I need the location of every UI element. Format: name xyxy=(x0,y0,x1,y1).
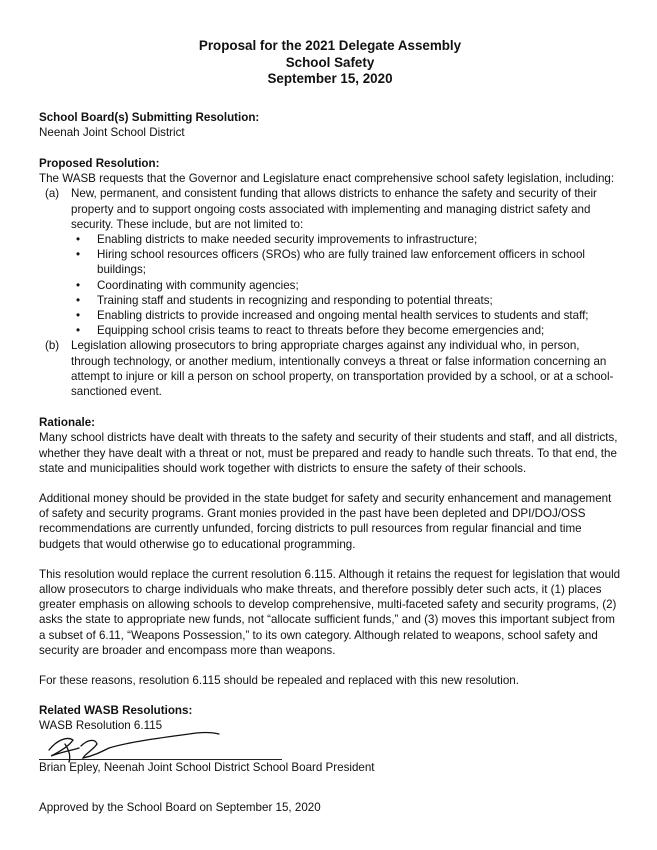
bullet-item: • Enabling districts to make needed security improvements to infrastructure; xyxy=(71,232,621,247)
related-label: Related WASB Resolutions: xyxy=(39,704,193,718)
proposed-section xyxy=(39,156,621,399)
submitting-value: Neenah Joint School District xyxy=(39,125,185,139)
bullet-item: • Coordinating with community agencies; xyxy=(71,278,621,293)
submitting-label: School Board(s) Submitting Resolution: xyxy=(39,110,260,124)
bullet-item: • Equipping school crisis teams to react to threats before they become emergencies and; xyxy=(71,323,621,338)
item-a xyxy=(39,186,621,232)
item-b-text: Legislation allowing prosecutors to bring appropriate charges against any individual who, in person, through technology, or another medium, intentionally conveys a threat or false information concerning an attempt to injure or kill a person on school property, on transportation provided by a school, or at a school-sanctioned event. xyxy=(71,339,614,398)
item-a-text: New, permanent, and consistent funding that allows districts to enhance the safety and security of their property and to support ongoing costs associated with implementing and managing district safety and security. These include, but are not limited to: xyxy=(71,187,597,231)
bullet-item: • Enabling districts to provide increased and ongoing mental health services to students and staff; xyxy=(71,308,621,323)
proposed-intro: The WASB requests that the Governor and Legislature enact comprehensive school safety legislation, including: xyxy=(39,172,615,186)
rationale-paragraph-3: This resolution would replace the current resolution 6.115. Although it retains the request for legislation that would allow prosecutors to charge individuals who make threats, and therefore possibly deter such acts, it (1) places greater emphasis on allowing schools to develop comprehensive, multi-faceted safety and security programs, (2) asks the state to appropriate new funds, not “allocate sufficient funds,” and (3) moves this important subject from a subset of 6.11, “Weapons Possession,” to its own category. Although related to weapons, school safety and security are broader and encompass more than weapons. xyxy=(39,567,621,657)
document-page xyxy=(39,38,621,815)
rationale-label: Rationale: xyxy=(39,416,96,430)
item-b-mark: (b) xyxy=(45,339,60,353)
rationale-section xyxy=(39,415,621,688)
rationale-paragraph-1: Many school districts have dealt with threats to the safety and security of their students and staff, and all districts, whether they have dealt with a threat or not, must be prepared and ready to handle such threats. To that end, the state and municipalities should work together with districts to ensure the safety of their schools. xyxy=(39,431,618,475)
bullet-item: • Training staff and students in recognizing and responding to potential threats; xyxy=(71,293,621,308)
item-b xyxy=(39,338,621,399)
signature-block xyxy=(39,732,621,778)
title-line-3: September 15, 2020 xyxy=(267,71,393,86)
title-line-1: Proposal for the 2021 Delegate Assembly xyxy=(198,38,462,53)
rationale-paragraph-4: For these reasons, resolution 6.115 should be repealed and replaced with this new resolution. xyxy=(39,674,519,687)
rationale-paragraph-2: Additional money should be provided in the state budget for safety and security enhancement and management of safety and security programs. Grant monies provided in the past have been depleted and DPI/DOJ/OSS recommendations are currently unfunded, forcing districts to pull resources from regular financial and time budgets that would otherwise go to educational programming. xyxy=(39,491,612,551)
approval-statement: Approved by the School Board on September 15, 2020 xyxy=(39,800,321,814)
bullet-item: • Hiring school resources officers (SROs) who are fully trained law enforcement officers in school buildings; xyxy=(71,247,621,277)
related-value: WASB Resolution 6.115 xyxy=(39,719,163,733)
proposed-label: Proposed Resolution: xyxy=(39,156,160,170)
submitting-section xyxy=(39,110,621,140)
bullet-list xyxy=(39,232,621,338)
title-line-2: School Safety xyxy=(285,54,375,70)
document-title xyxy=(39,38,621,88)
item-a-mark: (a) xyxy=(45,187,60,201)
signer-name: Brian Epley, Neenah Joint School District School Board President xyxy=(39,760,375,774)
